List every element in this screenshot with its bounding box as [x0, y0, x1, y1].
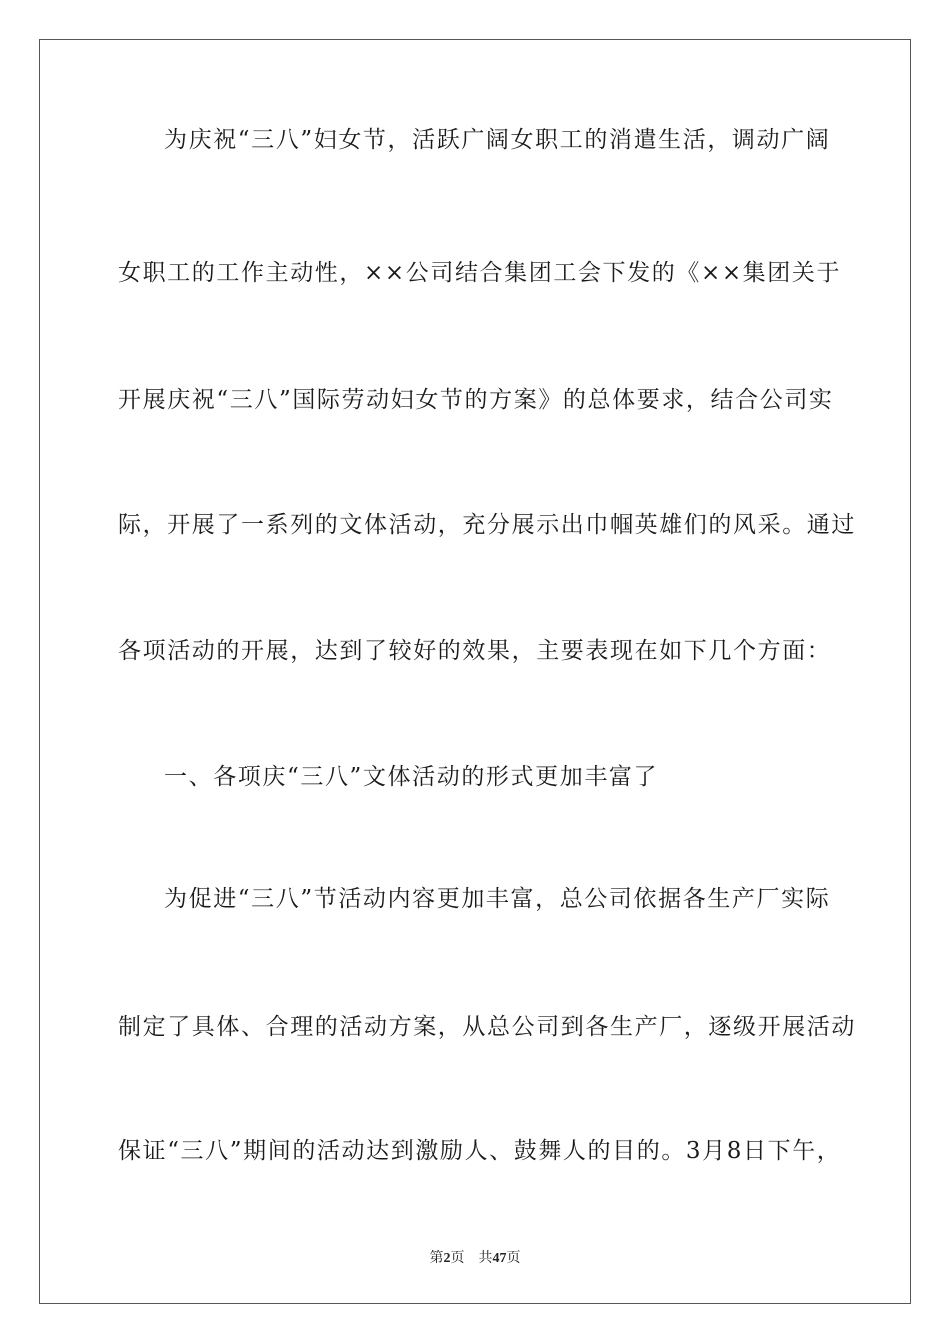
- paragraph-1-line-1: 为庆祝“三八”妇女节，活跃广阔女职工的消遣生活，调动广阔: [164, 127, 831, 153]
- page-suffix: 页: [450, 1251, 465, 1266]
- page-frame: [39, 39, 911, 1304]
- paragraph-2-line-2: 制定了具体、合理的活动方案，从总公司到各生产厂，逐级开展活动: [118, 1014, 856, 1040]
- total-suffix: 页: [506, 1251, 521, 1266]
- paragraph-1-line-5: 各项活动的开展，达到了较好的效果，主要表现在如下几个方面：: [118, 638, 832, 664]
- page-footer: [0, 1247, 950, 1267]
- page-prefix: 第: [429, 1251, 444, 1266]
- section-heading-1: 一、各项庆“三八”文体活动的形式更加丰富了: [164, 764, 659, 790]
- paragraph-1-line-3: 开展庆祝“三八”国际劳动妇女节的方案》的总体要求，结合公司实: [118, 387, 834, 413]
- current-page-number: 2: [443, 1251, 451, 1266]
- total-pages-number: 47: [492, 1251, 507, 1266]
- total-prefix: 共: [478, 1251, 493, 1266]
- paragraph-1-line-2: 女职工的工作主动性，××公司结合集团工会下发的《××集团关于: [118, 260, 842, 286]
- paragraph-2-line-3: 保证“三八”期间的活动达到激励人、鼓舞人的目的。3月8日下午，: [118, 1138, 842, 1164]
- paragraph-1-line-4: 际，开展了一系列的文体活动，充分展示出巾帼英雄们的风采。通过: [118, 512, 856, 538]
- paragraph-2-line-1: 为促进“三八”节活动内容更加丰富，总公司依据各生产厂实际: [164, 886, 831, 912]
